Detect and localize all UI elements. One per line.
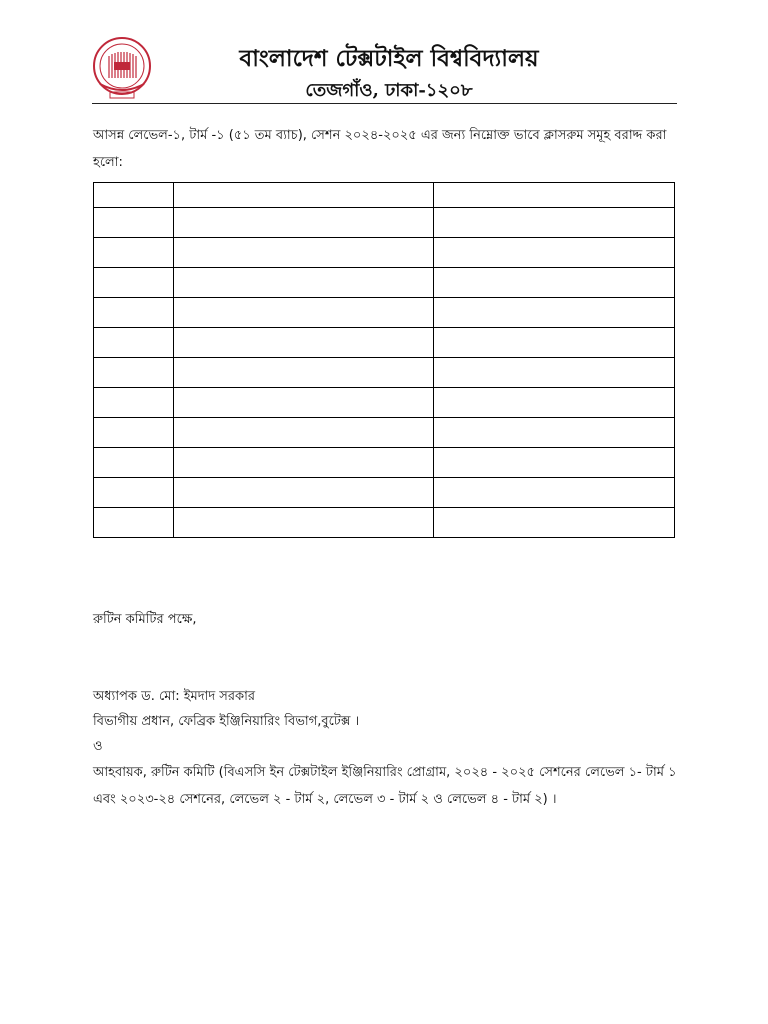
- table-cell: [94, 268, 174, 298]
- table-cell: [173, 358, 434, 388]
- table-cell: [434, 208, 675, 238]
- table-cell: [94, 418, 174, 448]
- table-cell: [173, 328, 434, 358]
- table-cell: [434, 388, 675, 418]
- table-cell: [434, 358, 675, 388]
- university-seal-icon: [92, 36, 152, 102]
- table-cell: [94, 388, 174, 418]
- signatory-role: আহবায়ক, রুটিন কমিটি (বিএসসি ইন টেক্সটাইল ইঞ্জিনিয়ারিং প্রোগ্রাম, ২০২৪ - ২০২৫ সেশনের লেভেল ১- টার্ম ১ এবং ২০২৩-২৪ সেশনের, লেভেল ২ - টার্ম ২, লেভেল ৩ - টার্ম ২ ও লেভেল ৪ - টার্ম ২) ।: [93, 765, 677, 807]
- routine-committee-label: রুটিন কমিটির পক্ষে,: [93, 612, 197, 627]
- notice-intro: আসন্ন লেভেল-১, টার্ম -১ (৫১ তম ব্যাচ), সেশন ২০২৪-২০২৫ এর জন্য নিম্নোক্ত ভাবে ক্লাসরুম সমূহ বরাদ্দ করা হলো:: [93, 128, 667, 170]
- table-row: [94, 508, 675, 538]
- university-address: তেজগাঁও, ঢাকা-১২০৮: [305, 80, 473, 101]
- table-cell: [173, 268, 434, 298]
- table-row: [94, 418, 675, 448]
- signature-block: [93, 684, 683, 813]
- table-cell: [94, 478, 174, 508]
- table-cell: [94, 358, 174, 388]
- table-row: [94, 448, 675, 478]
- table-cell: [434, 478, 675, 508]
- table-cell: [173, 478, 434, 508]
- table-row: [94, 268, 675, 298]
- table-row: [94, 298, 675, 328]
- table-cell: [94, 448, 174, 478]
- table-row: [94, 478, 675, 508]
- table-row: [94, 388, 675, 418]
- table-row: [94, 328, 675, 358]
- table-cell: [173, 298, 434, 328]
- table-cell: [434, 418, 675, 448]
- table-cell: [434, 238, 675, 268]
- signatory-designation: বিভাগীয় প্রধান, ফেব্রিক ইঞ্জিনিয়ারিং বিভাগ,বুটেক্স ।: [93, 714, 360, 729]
- table-cell: [94, 298, 174, 328]
- table-cell: [434, 268, 675, 298]
- table-row: [94, 208, 675, 238]
- table-cell: [94, 183, 174, 208]
- table-cell: [434, 328, 675, 358]
- table-cell: [434, 448, 675, 478]
- signatory-name: অধ্যাপক ড. মো: ইমদাদ সরকার: [93, 689, 256, 704]
- table-cell: [94, 238, 174, 268]
- table-cell: [434, 508, 675, 538]
- table-cell: [173, 183, 434, 208]
- table-cell: [94, 508, 174, 538]
- table-cell: [94, 328, 174, 358]
- signatory-conjunction: ও: [93, 739, 103, 754]
- table-cell: [434, 298, 675, 328]
- table-cell: [173, 208, 434, 238]
- table-row: [94, 183, 675, 208]
- university-name: বাংলাদেশ টেক্সটাইল বিশ্ববিদ্যালয়: [239, 45, 539, 72]
- table-cell: [173, 508, 434, 538]
- table-row: [94, 238, 675, 268]
- table-cell: [173, 448, 434, 478]
- table-row: [94, 358, 675, 388]
- table-cell: [173, 238, 434, 268]
- header-divider: [92, 103, 677, 104]
- table-cell: [434, 183, 675, 208]
- table-cell: [173, 418, 434, 448]
- table-cell: [173, 388, 434, 418]
- classroom-allocation-table: [93, 182, 675, 538]
- table-cell: [94, 208, 174, 238]
